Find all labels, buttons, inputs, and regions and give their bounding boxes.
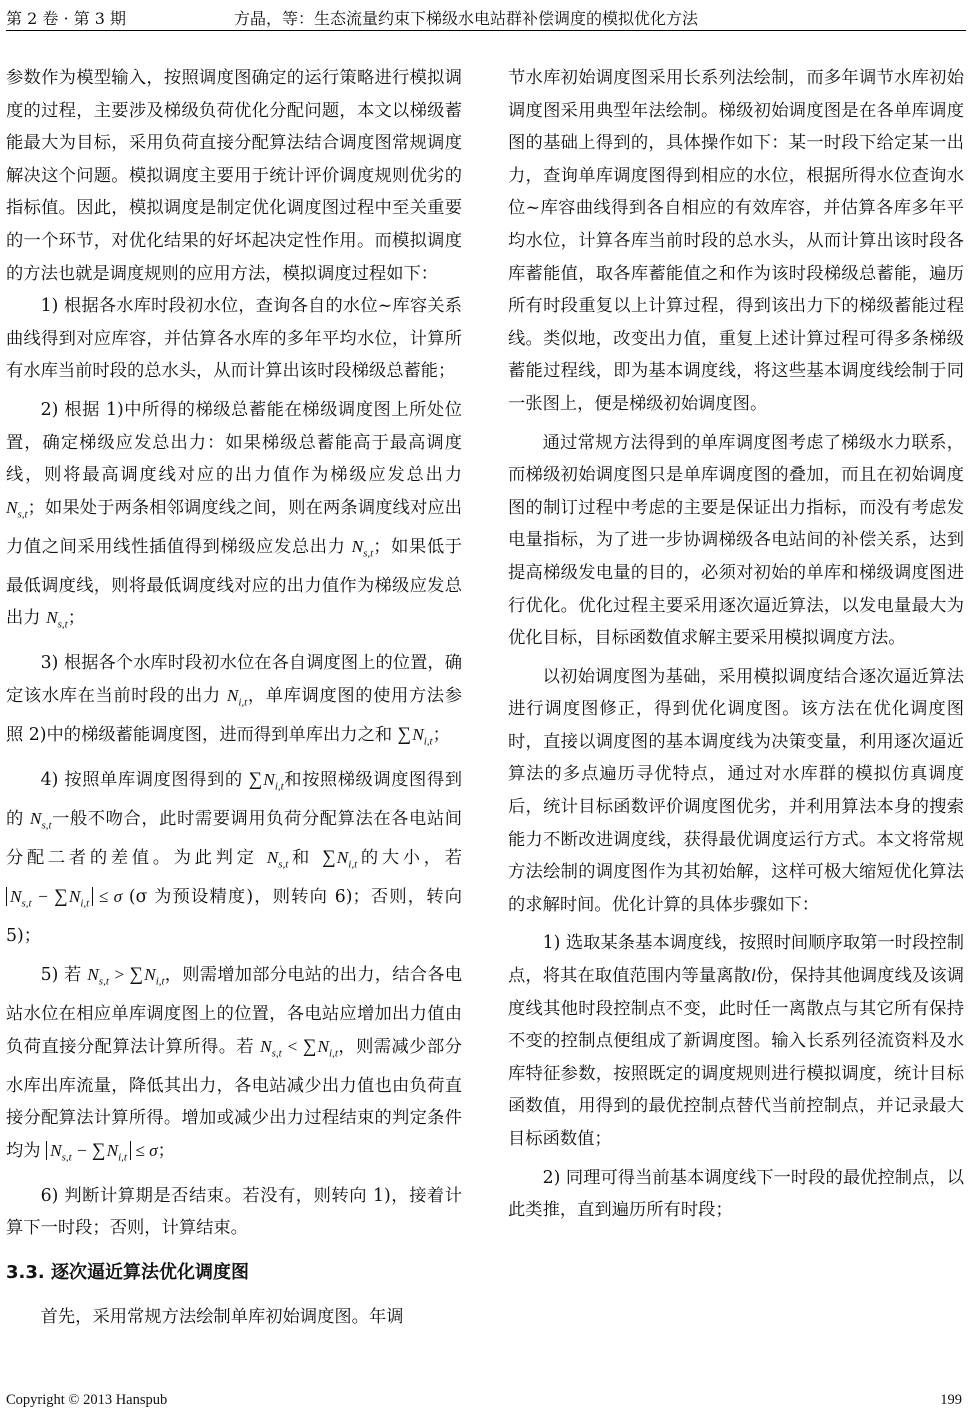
section-heading: 3.3. 逐次逼近算法优化调度图 (6, 1262, 249, 1284)
math-N-it: $N_{i,t}$ (226, 686, 248, 709)
left-column (6, 62, 462, 1334)
page-number: 199 (940, 1392, 962, 1408)
step-1: 1) 根据各水库时段初水位，查询各自的水位~库容关系曲线得到对应库容，并估算各水库的多年平均水位，计算所有水库当前时段的总水头，从而计算出该时段梯级总蓄能； (6, 296, 462, 382)
paragraph: 以初始调度图为基础，采用模拟调度结合逐次逼近算法进行调度图修正，得到优化调度图。该方法在优化调度图时，直接以调度图的基本调度线为决策变量，利用逐次逼近算法的多点遍历寻优特点，通过对水库群的模拟仿真调度后，统计目标函数评价调度图优劣，并利用算法本身的搜索能力不断改进调度线，获得最优调度运行方式。本文将常规方法绘制的调度图作为其初始解，这样可极大缩短优化算法的求解时间。优化计算的具体步骤如下： (508, 666, 964, 915)
running-title: 方晶，等：生态流量约束下梯级水电站群补偿调度的模拟优化方法 (234, 9, 699, 28)
journal-issue: 第 2 卷 · 第 3 期 (6, 9, 126, 28)
header-rule (6, 30, 966, 31)
math-N-st: $N_{s,t}$ (266, 848, 289, 871)
math-abs-condition: $N_{s,t} - \sum N_{i,t} \le \sigma$ (46, 1141, 158, 1160)
paragraph: 首先，采用常规方法绘制单库初始调度图。年调 (40, 1307, 404, 1328)
running-header (6, 2, 966, 30)
math-N-st: $N_{s,t}$ (46, 608, 68, 631)
math-sum-N-it: $\sum N_{i,t}$ (322, 847, 358, 871)
math-inequality-gt: $N_{s,t} > \sum N_{i,t}$ (87, 963, 165, 988)
math-sum-N-it: $\sum N_{i,t}$ (248, 769, 284, 793)
paragraph: 参数作为模型输入，按照调度图确定的运行策略进行模拟调度的过程，主要涉及梯级负荷优化分配问题，本文以梯级蓄能最大为目标，采用负荷直接分配算法结合调度图常规调度解决这个问题。模拟调度主要用于统计评价调度规则优劣的指标值。因此，模拟调度是制定优化调度图过程中至关重要的一个环节，对优化结果的好坏起决定性作用。而模拟调度的方法也就是调度规则的应用方法，模拟调度过程如下： (6, 68, 462, 284)
step-5: 5) 若 $N_{s,t} > \sum N_{i,t}$，则需增加部分电站的出力，结合各电站水位在相应单库调度图上的位置，各电站应增加出力值由负荷直接分配算法计算所得。若 $N_{s,t} < \sum N_{i,t}$，则需减少部分水库出库流量，降低其出力，各电站减少出力值也由负荷直接分配算法计算所得。增加或减少出力过程结束的判定条件均为 $N_{s,t} - \sum N_{i,t} \le \sigma$； (6, 963, 462, 1164)
right-column (508, 62, 964, 1227)
opt-step-2: 2) 同理可得当前基本调度线下一时段的最优控制点，以此类推，直到遍历所有时段； (508, 1167, 964, 1221)
step-3: 3) 根据各个水库时段初水位在各自调度图上的位置，确定该水库在当前时段的出力 $N_{i,t}$，单库调度图的使用方法参照 2)中的梯级蓄能调度图，进而得到单库出力之和 $\sum N_{i,t}$； (6, 653, 462, 748)
math-inequality-lt: $N_{s,t} < \sum N_{i,t}$ (260, 1035, 338, 1060)
opt-step-1: 1) 选取某条基本调度线，按照时间顺序取第一时段控制点，将其在取值范围内等量离散l份，保持其他调度线及该调度线其他时段控制点不变，此时任一离散点与其它所有保持不变的控制点便组成了新调度图。输入长系列径流资料及水库特征参数，按照既定的调度规则进行模拟调度，统计目标函数值，用得到的最优控制点替代当前控制点，并记录最大目标函数值； (508, 933, 964, 1149)
paragraph: 通过常规方法得到的单库调度图考虑了梯级水力联系，而梯级初始调度图只是单库调度图的叠加，而且在初始调度图的制订过程中考虑的主要是保证出力指标，而没有考虑发电量指标，为了进一步协调梯级各电站间的补偿关系，达到提高梯级发电量的目的，必须对初始的单库和梯级调度图进行优化。优化过程主要采用逐次逼近算法，以发电量最大为优化目标，目标函数值求解主要采用模拟调度方法。 (508, 432, 964, 649)
step-2: 2) 根据 1)中所得的梯级总蓄能在梯级调度图上所处位置，确定梯级应发总出力：如果梯级总蓄能高于最高调度线，则将最高调度线对应的出力值作为梯级应发总出力 $N_{s,t}$；如果处于两条相邻调度线之间，则在两条调度线对应出力值之间采用线性插值得到梯级应发总出力 $N_{s,t}$；如果低于最低调度线，则将最低调度线对应的出力值作为梯级应发总出力 $N_{s,t}$； (6, 399, 462, 631)
copyright: Copyright © 2013 Hanspub (6, 1392, 168, 1408)
math-abs-condition: $N_{s,t} - \sum N_{i,t} \le \sigma$ (6, 887, 122, 906)
step-6: 6) 判断计算期是否结束。若没有，则转向 1)，接着计算下一时段；否则，计算结束。 (6, 1185, 462, 1239)
math-N-st: $N_{s,t}$ (29, 809, 52, 832)
math-N-st: $N_{s,t}$ (351, 536, 374, 560)
step-4: 4) 按照单库调度图得到的 $\sum N_{i,t}$和按照梯级调度图得到的 $N_{s,t}$一般不吻合，此时需要调用负荷分配算法在各电站间分配二者的差值。为此判定 $N_{s,t}$和 $\sum N_{i,t}$的大小，若 $N_{s,t} - \sum N_{i,t} \le \sigma$ (σ 为预设精度)，则转向 6)；否则，转向 5)； (6, 769, 462, 947)
math-N-st: $N_{s,t}$ (6, 497, 28, 521)
paragraph: 节水库初始调度图采用长系列法绘制，而多年调节水库初始调度图采用典型年法绘制。梯级初始调度图是在各单库调度图的基础上得到的，具体操作如下：某一时段下给定某一出力，查询单库调度图得到相应的水位，根据所得水位查询水位~库容曲线得到各自相应的有效库容，并估算各库多年平均水位，计算各库当前时段的总水头，从而计算出该时段各库蓄能值，取各库蓄能值之和作为该时段梯级总蓄能，遍历所有时段重复以上计算过程，得到该出力下的梯级蓄能过程线。类似地，改变出力值，重复上述计算过程可得多条梯级蓄能过程线，即为基本调度线，将这些基本调度线绘制于同一张图上，便是梯级初始调度图。 (508, 68, 964, 414)
math-l: l (750, 966, 756, 986)
math-sum-N-it: $\sum N_{i,t}$ (397, 724, 433, 748)
